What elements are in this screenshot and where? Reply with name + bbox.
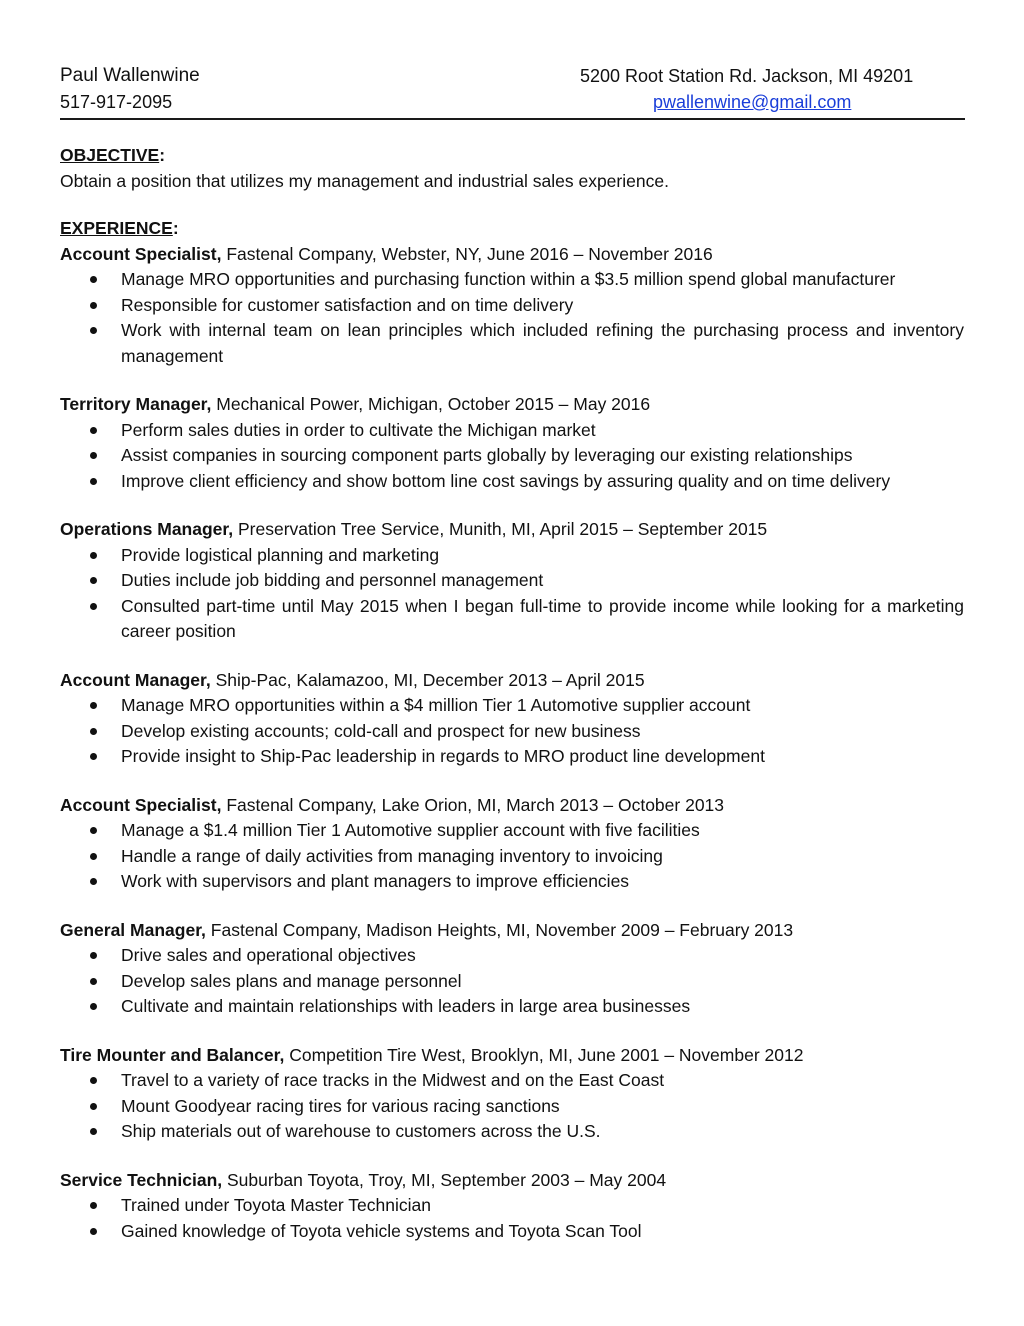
bullet-text: Mount Goodyear racing tires for various racing sanctions <box>121 1095 560 1116</box>
bullet-item <box>60 293 964 319</box>
job-title-line <box>60 793 964 819</box>
bullet-text: Manage MRO opportunities and purchasing function within a $3.5 million spend global manufacturer <box>121 269 896 289</box>
bullet-text: Manage a $1.4 million Tier 1 Automotive supplier account with five facilities <box>121 820 700 840</box>
job-details: Ship-Pac, Kalamazoo, MI, December 2013 – April 2015 <box>215 669 645 690</box>
header-line-2 <box>60 89 965 115</box>
job-bullet-list <box>60 267 964 369</box>
bullet-item <box>60 594 964 645</box>
experience-heading: EXPERIENCE: <box>60 218 179 238</box>
job-entry <box>60 668 964 770</box>
bullet-text: Duties include job bidding and personnel management <box>121 570 544 590</box>
email-link[interactable]: pwallenwine@gmail.com <box>653 92 852 112</box>
bullet-dot-icon <box>90 753 97 760</box>
bullet-dot-icon <box>90 827 97 834</box>
bullet-item <box>60 844 964 870</box>
bullet-dot-icon <box>90 478 97 485</box>
bullet-dot-icon <box>90 1228 97 1235</box>
objective-heading: OBJECTIVE: <box>60 145 166 165</box>
bullet-dot-icon <box>90 853 97 860</box>
bullet-text: Manage MRO opportunities within a $4 million Tier 1 Automotive supplier account <box>121 695 751 715</box>
job-bullet-list <box>60 543 964 645</box>
bullet-dot-icon <box>90 577 97 584</box>
job-role: Service Technician, <box>60 1169 223 1190</box>
job-entry <box>60 242 964 370</box>
bullet-dot-icon <box>90 276 97 283</box>
bullet-dot-icon <box>90 878 97 885</box>
header-line-1 <box>60 63 965 89</box>
applicant-phone: 517-917-2095 <box>60 92 173 112</box>
job-role: General Manager, <box>60 919 206 940</box>
bullet-text: Ship materials out of warehouse to customers across the U.S. <box>121 1121 601 1141</box>
bullet-text: Gained knowledge of Toyota vehicle systems and Toyota Scan Tool <box>121 1220 642 1241</box>
bullet-item <box>60 443 964 469</box>
bullet-text: Handle a range of daily activities from managing inventory to invoicing <box>121 845 663 866</box>
job-details: Mechanical Power, Michigan, October 2015 – May 2016 <box>216 394 651 414</box>
job-role: Operations Manager, <box>60 519 234 539</box>
job-bullet-list <box>60 943 964 1020</box>
job-role: Territory Manager, <box>60 394 212 414</box>
resume-body <box>60 143 964 1267</box>
job-bullet-list <box>60 418 964 495</box>
job-details: Fastenal Company, Lake Orion, MI, March 2013 – October 2013 <box>226 794 725 815</box>
job-title-line <box>60 1043 964 1069</box>
bullet-dot-icon <box>90 452 97 459</box>
job-title-line <box>60 517 964 543</box>
job-entry <box>60 392 964 494</box>
job-title-line <box>60 242 964 268</box>
bullet-dot-icon <box>90 1077 97 1084</box>
bullet-text: Provide insight to Ship-Pac leadership in regards to MRO product line development <box>121 746 765 766</box>
objective-text: Obtain a position that utilizes my management and industrial sales experience. <box>60 170 669 191</box>
bullet-item <box>60 318 964 369</box>
bullet-dot-icon <box>90 978 97 985</box>
bullet-item <box>60 869 964 895</box>
job-entry <box>60 793 964 895</box>
bullet-dot-icon <box>90 952 97 959</box>
bullet-dot-icon <box>90 1128 97 1135</box>
bullet-dot-icon <box>90 1202 97 1209</box>
applicant-name: Paul Wallenwine <box>60 65 200 86</box>
job-bullet-list <box>60 818 964 895</box>
bullet-item <box>60 1193 964 1219</box>
bullet-dot-icon <box>90 302 97 309</box>
bullet-dot-icon <box>90 327 97 334</box>
job-details: Fastenal Company, Madison Heights, MI, November 2009 – February 2013 <box>210 919 794 940</box>
bullet-item <box>60 719 964 745</box>
bullet-dot-icon <box>90 552 97 559</box>
job-details: Suburban Toyota, Troy, MI, September 2003 – May 2004 <box>227 1169 667 1190</box>
bullet-text: Cultivate and maintain relationships with leaders in large area businesses <box>121 996 691 1016</box>
bullet-item <box>60 818 964 844</box>
bullet-text: Develop existing accounts; cold-call and prospect for new business <box>121 720 641 741</box>
bullet-item <box>60 418 964 444</box>
bullet-item <box>60 543 964 569</box>
job-role: Account Specialist, <box>60 243 222 264</box>
bullet-item <box>60 943 964 969</box>
bullet-item <box>60 744 964 770</box>
bullet-item <box>60 1068 964 1094</box>
job-role: Account Specialist, <box>60 794 222 815</box>
job-title-line <box>60 668 964 694</box>
job-details: Fastenal Company, Webster, NY, June 2016 – November 2016 <box>226 243 713 264</box>
bullet-dot-icon <box>90 1003 97 1010</box>
bullet-dot-icon <box>90 603 97 610</box>
job-entry <box>60 918 964 1020</box>
experience-list <box>60 242 964 1245</box>
bullet-item <box>60 1219 964 1245</box>
bullet-item <box>60 469 964 495</box>
job-details: Competition Tire West, Brooklyn, MI, June 2001 – November 2012 <box>289 1044 804 1065</box>
bullet-dot-icon <box>90 1103 97 1110</box>
job-role: Tire Mounter and Balancer, <box>60 1044 285 1065</box>
bullet-text: Work with internal team on lean principles which included refining the purchasing process and inventory management <box>121 320 964 366</box>
bullet-text: Provide logistical planning and marketing <box>121 544 440 565</box>
job-title-line <box>60 1168 964 1194</box>
bullet-item <box>60 1094 964 1120</box>
job-bullet-list <box>60 1193 964 1244</box>
job-role: Account Manager, <box>60 669 211 690</box>
job-bullet-list <box>60 693 964 770</box>
bullet-item <box>60 693 964 719</box>
resume-header <box>60 63 965 120</box>
bullet-text: Drive sales and operational objectives <box>121 945 416 965</box>
job-title-line <box>60 392 964 418</box>
job-entry <box>60 1168 964 1245</box>
applicant-address: 5200 Root Station Rd. Jackson, MI 49201 <box>580 66 914 86</box>
job-entry <box>60 517 964 645</box>
bullet-dot-icon <box>90 702 97 709</box>
bullet-text: Improve client efficiency and show bottom line cost savings by assuring quality and on time delivery <box>121 470 891 491</box>
bullet-item <box>60 969 964 995</box>
bullet-item <box>60 994 964 1020</box>
bullet-text: Perform sales duties in order to cultivate the Michigan market <box>121 419 596 440</box>
bullet-dot-icon <box>90 427 97 434</box>
bullet-text: Work with supervisors and plant managers to improve efficiencies <box>121 871 630 891</box>
bullet-item <box>60 267 964 293</box>
bullet-text: Trained under Toyota Master Technician <box>121 1195 431 1215</box>
bullet-text: Develop sales plans and manage personnel <box>121 970 462 991</box>
job-details: Preservation Tree Service, Munith, MI, April 2015 – September 2015 <box>237 519 768 539</box>
job-entry <box>60 1043 964 1145</box>
bullet-text: Consulted part-time until May 2015 when I began full-time to provide income while looking for a marketing career position <box>121 595 964 641</box>
job-bullet-list <box>60 1068 964 1145</box>
job-title-line <box>60 918 964 944</box>
bullet-item <box>60 1119 964 1145</box>
bullet-dot-icon <box>90 728 97 735</box>
bullet-text: Travel to a variety of race tracks in the Midwest and on the East Coast <box>121 1070 665 1090</box>
bullet-text: Responsible for customer satisfaction and on time delivery <box>121 294 574 315</box>
bullet-item <box>60 568 964 594</box>
bullet-text: Assist companies in sourcing component parts globally by leveraging our existing relationships <box>121 445 853 465</box>
